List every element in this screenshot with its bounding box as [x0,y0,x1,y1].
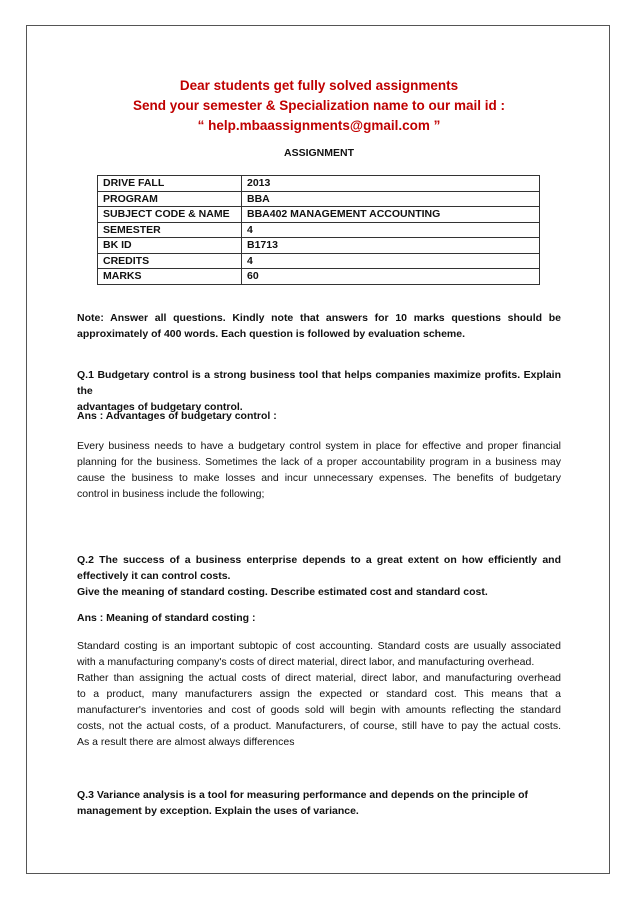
row-value: 4 [242,222,540,238]
row-key: SEMESTER [98,222,242,238]
q2-answer-line: Standard costing is an important subtopic of cost accounting. Standard costs are usually associated [77,640,561,652]
q2-answer-line: Rather than assigning the actual costs of direct material, direct labor, and manufacturing overhead [77,672,561,684]
row-key: CREDITS [98,253,242,269]
table-row [98,238,540,254]
q2-question [77,552,561,600]
q1-answer-line: Every business needs to have a budgetary control system in place for effective and proper financial [77,440,561,452]
q1-answer-line: control in business include the following; [77,488,265,500]
note-line: Note: Answer all questions. Kindly note that answers for 10 marks questions should be [77,312,561,324]
q1-question-line: Q.1 Budgetary control is a strong business tool that helps companies maximize profits. Explain the [77,369,561,397]
q1-answer-heading: Ans : Advantages of budgetary control : [77,410,277,422]
q2-question-line: Q.2 The success of a business enterprise depends to a great extent on how efficiently and [77,554,561,566]
q2-answer [77,638,561,750]
row-value: 4 [242,253,540,269]
q2-answer-line: As a result there are almost always differences [77,736,295,748]
q2-answer-line: manufacturer's inventories and cost of goods sold will begin with amounts reflecting the standard [77,704,561,716]
row-value: 2013 [242,176,540,192]
banner-line-1: Dear students get fully solved assignments [179,78,459,93]
row-value: B1713 [242,238,540,254]
table-row [98,176,540,192]
row-key: SUBJECT CODE & NAME [98,207,242,223]
table-row [98,222,540,238]
table-row [98,253,540,269]
q2-answer-line: with a manufacturing company's costs of direct material, direct labor, and manufacturing overhead. [77,656,535,668]
q1-question-line: advantages of budgetary control. [77,401,243,413]
row-value: BBA402 MANAGEMENT ACCOUNTING [242,207,540,223]
q3-question-line: management by exception. Explain the uses of variance. [77,805,359,817]
q3-question [77,787,561,819]
banner-line-2: Send your semester & Specialization name to our mail id : [132,98,506,113]
banner-email: “ help.mbaassignments@gmail.com ” [197,118,441,133]
row-key: DRIVE FALL [98,176,242,192]
q2-answer-heading: Ans : Meaning of standard costing : [77,612,256,624]
q1-answer-line: planning for the business. Sometimes the lack of a proper accountability program in a business may [77,456,561,468]
note-paragraph [77,310,561,342]
row-key: BK ID [98,238,242,254]
q2-question-line: effectively it can control costs. [77,570,231,582]
table-row [98,269,540,285]
assignment-info-table [97,175,540,285]
q3-question-line: Q.3 Variance analysis is a tool for measuring performance and depends on the principle of [77,789,529,801]
note-line: approximately of 400 words. Each question is followed by evaluation scheme. [77,328,466,340]
row-key: MARKS [98,269,242,285]
promo-banner [0,76,638,136]
q1-answer-line: cause the business to make losses and incur unnecessary expenses. The benefits of budgetary [77,472,561,484]
row-key: PROGRAM [98,191,242,207]
q2-answer-line: costs, not the actual costs, of a product. Manufacturers, of course, still have to pay the actual costs. [77,720,561,732]
row-value: BBA [242,191,540,207]
q1-answer [77,438,561,502]
q2-answer-line: to a product, many manufacturers assign the expected or standard cost. This means that a [77,688,561,700]
table-row [98,191,540,207]
assignment-title: ASSIGNMENT [283,147,354,159]
q2-question-line: Give the meaning of standard costing. Describe estimated cost and standard cost. [77,586,488,598]
row-value: 60 [242,269,540,285]
table-row [98,207,540,223]
